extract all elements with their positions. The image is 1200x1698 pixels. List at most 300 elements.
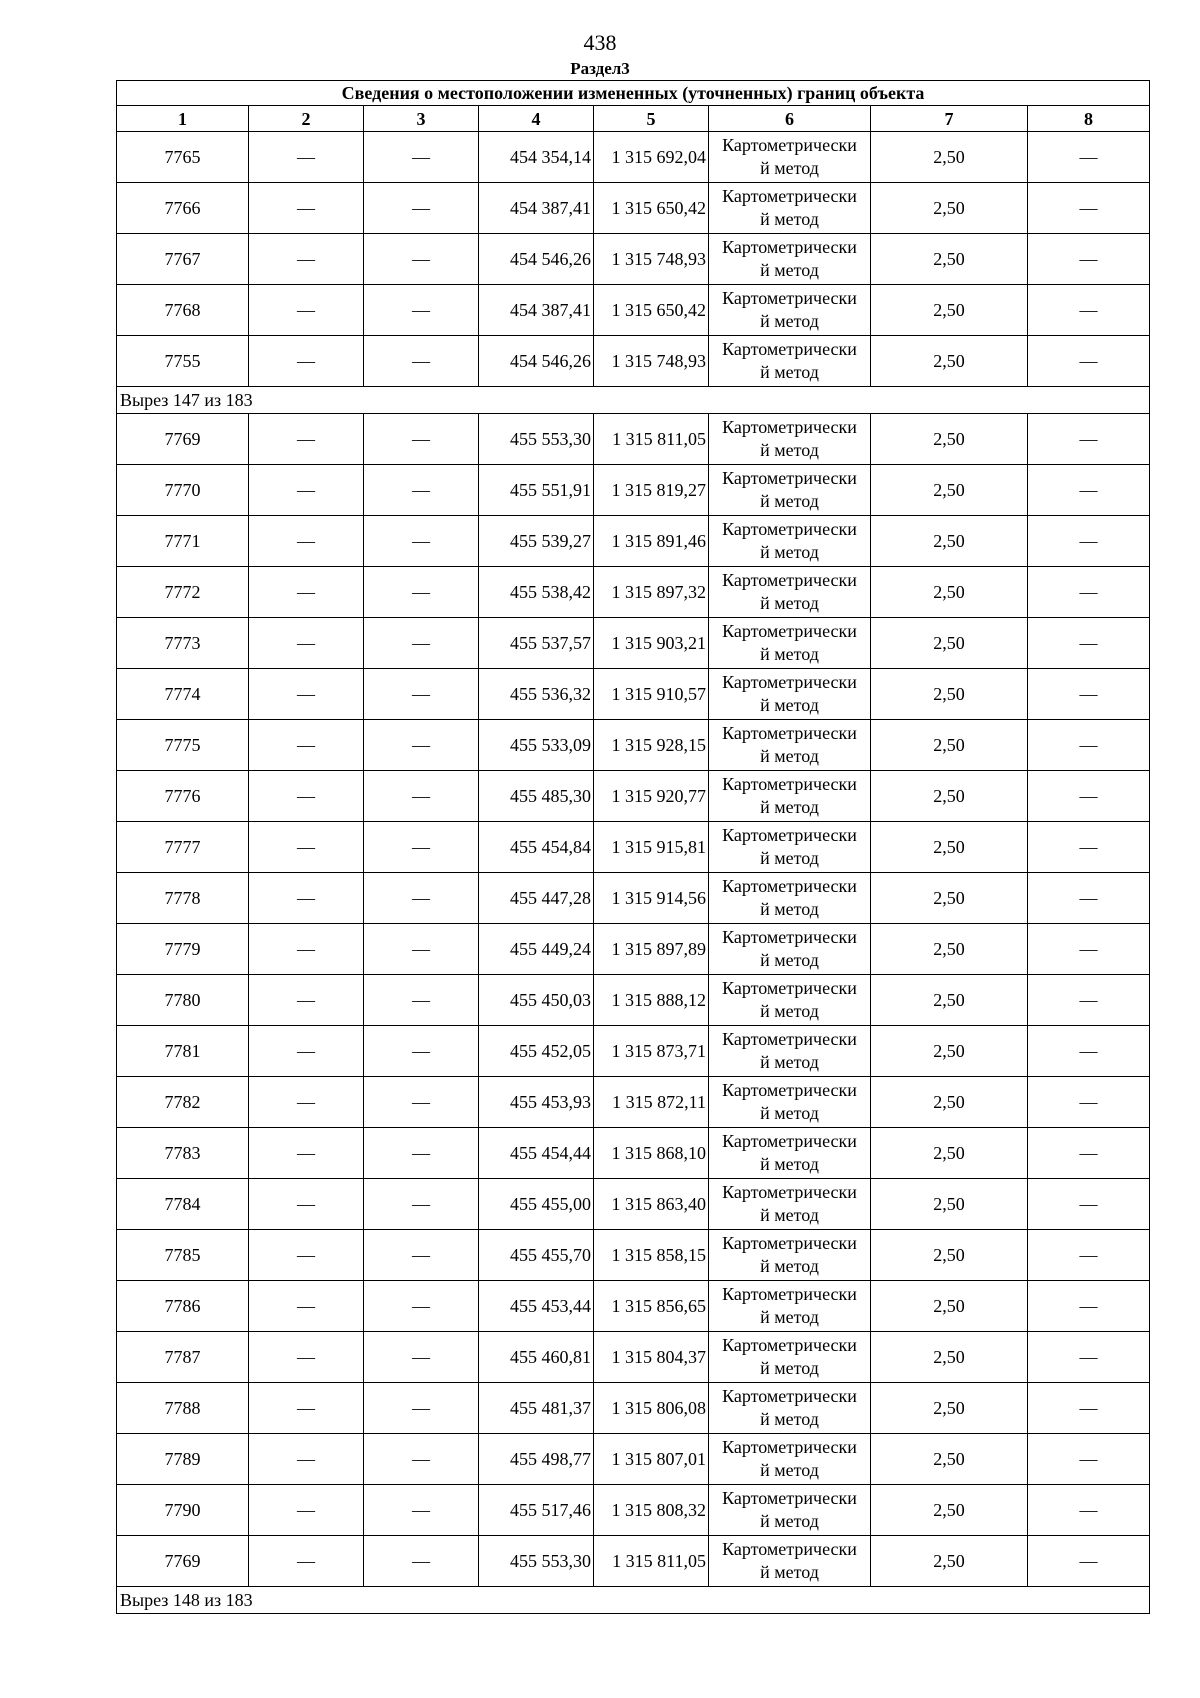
col3-cell: — xyxy=(364,1077,479,1128)
method-cell xyxy=(709,924,871,975)
x-coordinate-cell: 455 533,09 xyxy=(479,720,594,771)
x-coordinate-cell: 455 455,70 xyxy=(479,1230,594,1281)
col3-cell: — xyxy=(364,1128,479,1179)
col3-cell: — xyxy=(364,975,479,1026)
x-coordinate-cell: 455 498,77 xyxy=(479,1434,594,1485)
table-row xyxy=(117,132,1150,183)
coordinates-table xyxy=(116,80,1150,1614)
col2-cell: — xyxy=(249,924,364,975)
point-id-cell: 7774 xyxy=(117,669,249,720)
x-coordinate-cell: 455 537,57 xyxy=(479,618,594,669)
col2-cell: — xyxy=(249,873,364,924)
col8-cell: — xyxy=(1028,336,1150,387)
col3-cell: — xyxy=(364,720,479,771)
method-line-1: Картометрически xyxy=(722,621,857,641)
col8-cell: — xyxy=(1028,183,1150,234)
x-coordinate-cell: 455 553,30 xyxy=(479,414,594,465)
x-coordinate-cell: 455 538,42 xyxy=(479,567,594,618)
method-cell xyxy=(709,720,871,771)
x-coordinate-cell: 455 485,30 xyxy=(479,771,594,822)
col2-cell: — xyxy=(249,1128,364,1179)
section-label: Раздел3 xyxy=(570,59,630,78)
y-coordinate-cell: 1 315 856,65 xyxy=(594,1281,709,1332)
x-coordinate-cell: 455 447,28 xyxy=(479,873,594,924)
x-coordinate-cell: 455 454,44 xyxy=(479,1128,594,1179)
page-number: 438 xyxy=(583,30,617,55)
x-coordinate-cell: 455 450,03 xyxy=(479,975,594,1026)
x-coordinate-cell: 455 551,91 xyxy=(479,465,594,516)
accuracy-cell: 2,50 xyxy=(871,414,1028,465)
method-line-2: й метод xyxy=(760,209,819,229)
fragment-divider-row xyxy=(117,1587,1150,1614)
point-id-cell: 7772 xyxy=(117,567,249,618)
col2-cell: — xyxy=(249,1077,364,1128)
table-row xyxy=(117,1230,1150,1281)
accuracy-cell: 2,50 xyxy=(871,285,1028,336)
col8-cell: — xyxy=(1028,1485,1150,1536)
col2-cell: — xyxy=(249,465,364,516)
method-line-2: й метод xyxy=(760,1460,819,1480)
col2-cell: — xyxy=(249,1230,364,1281)
method-line-1: Картометрически xyxy=(722,1233,857,1253)
col8-cell: — xyxy=(1028,1536,1150,1587)
point-id-cell: 7780 xyxy=(117,975,249,1026)
col2-cell: — xyxy=(249,975,364,1026)
method-line-1: Картометрически xyxy=(722,876,857,896)
col2-cell: — xyxy=(249,132,364,183)
method-cell xyxy=(709,567,871,618)
table-row xyxy=(117,1536,1150,1587)
table-row xyxy=(117,183,1150,234)
y-coordinate-cell: 1 315 806,08 xyxy=(594,1383,709,1434)
accuracy-cell: 2,50 xyxy=(871,516,1028,567)
col8-cell: — xyxy=(1028,1128,1150,1179)
x-coordinate-cell: 454 387,41 xyxy=(479,183,594,234)
col3-cell: — xyxy=(364,1536,479,1587)
point-id-cell: 7775 xyxy=(117,720,249,771)
method-line-2: й метод xyxy=(760,440,819,460)
col8-cell: — xyxy=(1028,1077,1150,1128)
method-cell xyxy=(709,336,871,387)
col2-cell: — xyxy=(249,1485,364,1536)
col2-cell: — xyxy=(249,516,364,567)
table-row xyxy=(117,1332,1150,1383)
method-line-2: й метод xyxy=(760,260,819,280)
method-line-2: й метод xyxy=(760,1205,819,1225)
method-line-2: й метод xyxy=(760,1154,819,1174)
y-coordinate-cell: 1 315 804,37 xyxy=(594,1332,709,1383)
method-line-1: Картометрически xyxy=(722,570,857,590)
y-coordinate-cell: 1 315 872,11 xyxy=(594,1077,709,1128)
column-number: 6 xyxy=(709,106,871,132)
accuracy-cell: 2,50 xyxy=(871,975,1028,1026)
y-coordinate-cell: 1 315 910,57 xyxy=(594,669,709,720)
method-cell xyxy=(709,1281,871,1332)
method-line-2: й метод xyxy=(760,1307,819,1327)
accuracy-cell: 2,50 xyxy=(871,234,1028,285)
col8-cell: — xyxy=(1028,1026,1150,1077)
accuracy-cell: 2,50 xyxy=(871,822,1028,873)
table-row xyxy=(117,1281,1150,1332)
x-coordinate-cell: 455 455,00 xyxy=(479,1179,594,1230)
col8-cell: — xyxy=(1028,465,1150,516)
table-row xyxy=(117,516,1150,567)
col3-cell: — xyxy=(364,618,479,669)
method-line-2: й метод xyxy=(760,1409,819,1429)
method-cell xyxy=(709,132,871,183)
point-id-cell: 7768 xyxy=(117,285,249,336)
table-row xyxy=(117,669,1150,720)
point-id-cell: 7787 xyxy=(117,1332,249,1383)
column-number: 2 xyxy=(249,106,364,132)
table-row xyxy=(117,975,1150,1026)
method-line-1: Картометрически xyxy=(722,186,857,206)
accuracy-cell: 2,50 xyxy=(871,1536,1028,1587)
method-line-2: й метод xyxy=(760,746,819,766)
table-row xyxy=(117,720,1150,771)
table-row xyxy=(117,234,1150,285)
column-number: 4 xyxy=(479,106,594,132)
method-line-1: Картометрически xyxy=(722,519,857,539)
method-cell xyxy=(709,465,871,516)
col2-cell: — xyxy=(249,669,364,720)
method-cell xyxy=(709,873,871,924)
x-coordinate-cell: 454 387,41 xyxy=(479,285,594,336)
table-row xyxy=(117,567,1150,618)
point-id-cell: 7773 xyxy=(117,618,249,669)
table-row xyxy=(117,1179,1150,1230)
col2-cell: — xyxy=(249,234,364,285)
method-line-2: й метод xyxy=(760,158,819,178)
accuracy-cell: 2,50 xyxy=(871,132,1028,183)
col3-cell: — xyxy=(364,822,479,873)
col2-cell: — xyxy=(249,1434,364,1485)
accuracy-cell: 2,50 xyxy=(871,618,1028,669)
col8-cell: — xyxy=(1028,1179,1150,1230)
method-line-2: й метод xyxy=(760,1052,819,1072)
method-cell xyxy=(709,822,871,873)
method-cell xyxy=(709,183,871,234)
col3-cell: — xyxy=(364,567,479,618)
accuracy-cell: 2,50 xyxy=(871,1485,1028,1536)
method-cell xyxy=(709,1434,871,1485)
col8-cell: — xyxy=(1028,720,1150,771)
method-cell xyxy=(709,1179,871,1230)
point-id-cell: 7767 xyxy=(117,234,249,285)
y-coordinate-cell: 1 315 748,93 xyxy=(594,234,709,285)
method-cell xyxy=(709,1383,871,1434)
method-line-1: Картометрически xyxy=(722,135,857,155)
method-line-1: Картометрически xyxy=(722,978,857,998)
method-line-1: Картометрически xyxy=(722,1488,857,1508)
method-line-1: Картометрически xyxy=(722,774,857,794)
x-coordinate-cell: 455 539,27 xyxy=(479,516,594,567)
col3-cell: — xyxy=(364,1485,479,1536)
y-coordinate-cell: 1 315 891,46 xyxy=(594,516,709,567)
method-cell xyxy=(709,414,871,465)
accuracy-cell: 2,50 xyxy=(871,1128,1028,1179)
point-id-cell: 7785 xyxy=(117,1230,249,1281)
col2-cell: — xyxy=(249,414,364,465)
method-line-1: Картометрически xyxy=(722,723,857,743)
method-line-2: й метод xyxy=(760,644,819,664)
col8-cell: — xyxy=(1028,234,1150,285)
table-row xyxy=(117,414,1150,465)
col2-cell: — xyxy=(249,1026,364,1077)
y-coordinate-cell: 1 315 928,15 xyxy=(594,720,709,771)
method-cell xyxy=(709,669,871,720)
table-row xyxy=(117,1128,1150,1179)
col2-cell: — xyxy=(249,285,364,336)
col2-cell: — xyxy=(249,1179,364,1230)
accuracy-cell: 2,50 xyxy=(871,183,1028,234)
y-coordinate-cell: 1 315 897,89 xyxy=(594,924,709,975)
x-coordinate-cell: 455 449,24 xyxy=(479,924,594,975)
method-cell xyxy=(709,1026,871,1077)
col2-cell: — xyxy=(249,618,364,669)
table-row xyxy=(117,1434,1150,1485)
point-id-cell: 7765 xyxy=(117,132,249,183)
column-number-row xyxy=(117,106,1150,132)
point-id-cell: 7778 xyxy=(117,873,249,924)
y-coordinate-cell: 1 315 748,93 xyxy=(594,336,709,387)
col3-cell: — xyxy=(364,873,479,924)
point-id-cell: 7782 xyxy=(117,1077,249,1128)
col8-cell: — xyxy=(1028,669,1150,720)
accuracy-cell: 2,50 xyxy=(871,1281,1028,1332)
accuracy-cell: 2,50 xyxy=(871,336,1028,387)
method-line-2: й метод xyxy=(760,1358,819,1378)
col8-cell: — xyxy=(1028,132,1150,183)
col2-cell: — xyxy=(249,183,364,234)
col8-cell: — xyxy=(1028,1434,1150,1485)
method-cell xyxy=(709,1536,871,1587)
point-id-cell: 7770 xyxy=(117,465,249,516)
point-id-cell: 7766 xyxy=(117,183,249,234)
column-number: 3 xyxy=(364,106,479,132)
col3-cell: — xyxy=(364,516,479,567)
table-row xyxy=(117,1485,1150,1536)
table-row xyxy=(117,465,1150,516)
x-coordinate-cell: 455 553,30 xyxy=(479,1536,594,1587)
fragment-label: Вырез 147 из 183 xyxy=(117,387,1150,414)
point-id-cell: 7771 xyxy=(117,516,249,567)
point-id-cell: 7789 xyxy=(117,1434,249,1485)
x-coordinate-cell: 455 454,84 xyxy=(479,822,594,873)
y-coordinate-cell: 1 315 868,10 xyxy=(594,1128,709,1179)
y-coordinate-cell: 1 315 920,77 xyxy=(594,771,709,822)
col8-cell: — xyxy=(1028,1332,1150,1383)
col2-cell: — xyxy=(249,822,364,873)
method-line-1: Картометрически xyxy=(722,339,857,359)
point-id-cell: 7786 xyxy=(117,1281,249,1332)
point-id-cell: 7790 xyxy=(117,1485,249,1536)
table-row xyxy=(117,1077,1150,1128)
col2-cell: — xyxy=(249,720,364,771)
col3-cell: — xyxy=(364,1230,479,1281)
accuracy-cell: 2,50 xyxy=(871,1230,1028,1281)
x-coordinate-cell: 454 546,26 xyxy=(479,234,594,285)
column-number: 8 xyxy=(1028,106,1150,132)
method-line-2: й метод xyxy=(760,1562,819,1582)
col3-cell: — xyxy=(364,1179,479,1230)
y-coordinate-cell: 1 315 807,01 xyxy=(594,1434,709,1485)
method-line-1: Картометрически xyxy=(722,1437,857,1457)
method-line-2: й метод xyxy=(760,695,819,715)
y-coordinate-cell: 1 315 863,40 xyxy=(594,1179,709,1230)
col8-cell: — xyxy=(1028,618,1150,669)
method-cell xyxy=(709,1230,871,1281)
col3-cell: — xyxy=(364,465,479,516)
accuracy-cell: 2,50 xyxy=(871,1383,1028,1434)
accuracy-cell: 2,50 xyxy=(871,1179,1028,1230)
x-coordinate-cell: 455 452,05 xyxy=(479,1026,594,1077)
table-row xyxy=(117,924,1150,975)
table-row xyxy=(117,822,1150,873)
y-coordinate-cell: 1 315 903,21 xyxy=(594,618,709,669)
col8-cell: — xyxy=(1028,822,1150,873)
col8-cell: — xyxy=(1028,567,1150,618)
col8-cell: — xyxy=(1028,975,1150,1026)
y-coordinate-cell: 1 315 692,04 xyxy=(594,132,709,183)
method-cell xyxy=(709,1128,871,1179)
accuracy-cell: 2,50 xyxy=(871,1077,1028,1128)
method-cell xyxy=(709,1077,871,1128)
x-coordinate-cell: 455 536,32 xyxy=(479,669,594,720)
y-coordinate-cell: 1 315 897,32 xyxy=(594,567,709,618)
method-line-1: Картометрически xyxy=(722,1080,857,1100)
method-line-2: й метод xyxy=(760,848,819,868)
method-line-1: Картометрически xyxy=(722,288,857,308)
col2-cell: — xyxy=(249,567,364,618)
col3-cell: — xyxy=(364,132,479,183)
method-line-2: й метод xyxy=(760,1256,819,1276)
col3-cell: — xyxy=(364,285,479,336)
method-line-2: й метод xyxy=(760,1001,819,1021)
col3-cell: — xyxy=(364,1434,479,1485)
fragment-label: Вырез 148 из 183 xyxy=(117,1587,1150,1614)
point-id-cell: 7769 xyxy=(117,1536,249,1587)
col3-cell: — xyxy=(364,1026,479,1077)
col3-cell: — xyxy=(364,414,479,465)
accuracy-cell: 2,50 xyxy=(871,567,1028,618)
y-coordinate-cell: 1 315 914,56 xyxy=(594,873,709,924)
fragment-divider-row xyxy=(117,387,1150,414)
table-row xyxy=(117,285,1150,336)
y-coordinate-cell: 1 315 650,42 xyxy=(594,183,709,234)
column-number: 7 xyxy=(871,106,1028,132)
y-coordinate-cell: 1 315 808,32 xyxy=(594,1485,709,1536)
method-line-1: Картометрически xyxy=(722,825,857,845)
col2-cell: — xyxy=(249,1332,364,1383)
x-coordinate-cell: 455 460,81 xyxy=(479,1332,594,1383)
accuracy-cell: 2,50 xyxy=(871,669,1028,720)
method-line-2: й метод xyxy=(760,1511,819,1531)
point-id-cell: 7788 xyxy=(117,1383,249,1434)
col8-cell: — xyxy=(1028,516,1150,567)
method-line-1: Картометрически xyxy=(722,237,857,257)
method-line-1: Картометрически xyxy=(722,468,857,488)
x-coordinate-cell: 455 453,93 xyxy=(479,1077,594,1128)
col8-cell: — xyxy=(1028,771,1150,822)
method-line-2: й метод xyxy=(760,899,819,919)
method-line-1: Картометрически xyxy=(722,1131,857,1151)
accuracy-cell: 2,50 xyxy=(871,1434,1028,1485)
table-row xyxy=(117,336,1150,387)
col3-cell: — xyxy=(364,1281,479,1332)
col3-cell: — xyxy=(364,234,479,285)
method-line-1: Картометрически xyxy=(722,417,857,437)
point-id-cell: 7769 xyxy=(117,414,249,465)
col3-cell: — xyxy=(364,669,479,720)
col2-cell: — xyxy=(249,1536,364,1587)
col3-cell: — xyxy=(364,924,479,975)
col8-cell: — xyxy=(1028,285,1150,336)
table-caption: Сведения о местоположении измененных (уточненных) границ объекта xyxy=(117,81,1150,106)
method-line-1: Картометрически xyxy=(722,1029,857,1049)
column-number: 1 xyxy=(117,106,249,132)
method-cell xyxy=(709,975,871,1026)
method-cell xyxy=(709,1485,871,1536)
x-coordinate-cell: 455 517,46 xyxy=(479,1485,594,1536)
column-number: 5 xyxy=(594,106,709,132)
method-cell xyxy=(709,1332,871,1383)
col8-cell: — xyxy=(1028,924,1150,975)
method-line-2: й метод xyxy=(760,593,819,613)
col3-cell: — xyxy=(364,183,479,234)
accuracy-cell: 2,50 xyxy=(871,1332,1028,1383)
method-cell xyxy=(709,618,871,669)
col2-cell: — xyxy=(249,1383,364,1434)
method-line-2: й метод xyxy=(760,311,819,331)
y-coordinate-cell: 1 315 858,15 xyxy=(594,1230,709,1281)
method-line-2: й метод xyxy=(760,362,819,382)
y-coordinate-cell: 1 315 888,12 xyxy=(594,975,709,1026)
method-line-1: Картометрически xyxy=(722,1284,857,1304)
col8-cell: — xyxy=(1028,873,1150,924)
y-coordinate-cell: 1 315 873,71 xyxy=(594,1026,709,1077)
method-line-1: Картометрически xyxy=(722,672,857,692)
accuracy-cell: 2,50 xyxy=(871,873,1028,924)
col2-cell: — xyxy=(249,771,364,822)
method-line-2: й метод xyxy=(760,797,819,817)
col8-cell: — xyxy=(1028,1230,1150,1281)
method-line-1: Картометрически xyxy=(722,927,857,947)
accuracy-cell: 2,50 xyxy=(871,465,1028,516)
point-id-cell: 7755 xyxy=(117,336,249,387)
method-line-2: й метод xyxy=(760,491,819,511)
x-coordinate-cell: 455 481,37 xyxy=(479,1383,594,1434)
col8-cell: — xyxy=(1028,1281,1150,1332)
table-row xyxy=(117,771,1150,822)
point-id-cell: 7777 xyxy=(117,822,249,873)
col3-cell: — xyxy=(364,771,479,822)
point-id-cell: 7779 xyxy=(117,924,249,975)
y-coordinate-cell: 1 315 915,81 xyxy=(594,822,709,873)
point-id-cell: 7783 xyxy=(117,1128,249,1179)
accuracy-cell: 2,50 xyxy=(871,720,1028,771)
method-line-2: й метод xyxy=(760,542,819,562)
method-cell xyxy=(709,285,871,336)
method-cell xyxy=(709,516,871,567)
col3-cell: — xyxy=(364,336,479,387)
method-cell xyxy=(709,771,871,822)
method-line-1: Картометрически xyxy=(722,1386,857,1406)
x-coordinate-cell: 455 453,44 xyxy=(479,1281,594,1332)
point-id-cell: 7776 xyxy=(117,771,249,822)
method-line-1: Картометрически xyxy=(722,1182,857,1202)
col8-cell: — xyxy=(1028,1383,1150,1434)
